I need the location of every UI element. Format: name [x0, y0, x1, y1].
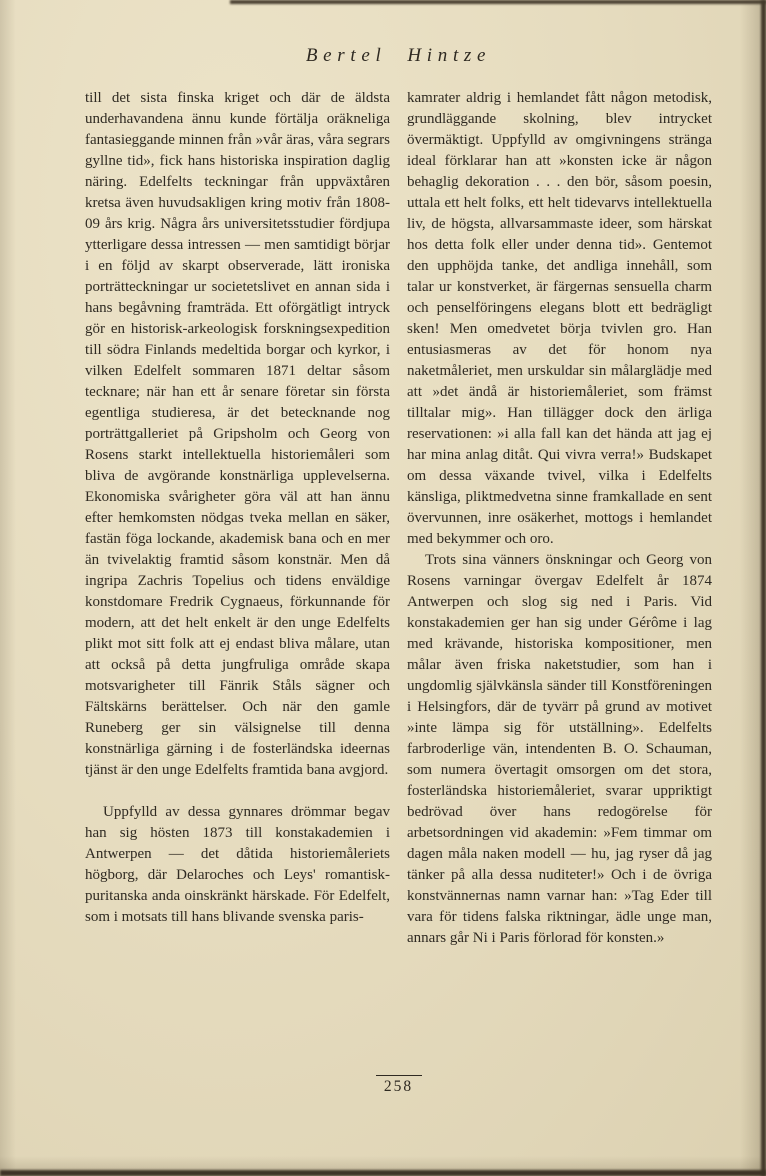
- scan-edge-right: [761, 0, 766, 1176]
- page-number-rule: [376, 1075, 422, 1076]
- paragraph: Trots sina vänners önskningar och Georg von Rosens varningar övergav Edelfelt år 1874 Antwerpen och slog sig ned i Paris. Vid konstakademien ger han sig under Gérôme i lag med krävande, historiska kompositioner, men målar även friska naketstudier, som han i ungdomlig självkänsla sänder till Konstföreningen i Helsingfors, där de tyvärr på grund av motivet »inte lämpa sig för utställning». Edelfelts farbroderlige vän, intendenten B. O. Schauman, som numera övertagit omsorgen om det stora, fosterländska historiemåleriet, svarar uppriktigt bedrövad över hans redogörelse för arbetsordningen vid akademin: »Fem timmar om dagen måla naken modell — hu, jag ryser då jag tänker på alla dessa nuditeter!» Och i de övriga konstvännernas namn varnar han: »Tag Eder till vara för tidens falska riktningar, ädle unge man, annars går Ni i Paris förlorad för konsten.»: [407, 552, 712, 946]
- page-content: [85, 0, 712, 1096]
- page-number: 258: [383, 1078, 414, 1095]
- paragraph: till det sista finska kriget och där de äldsta underhavandena ännu kunde förtälja oräkneliga fantasieggande minnen från »vår äras, våra segrars gyllne tid», fick hans historiska inspiration daglig näring. Edelfelts teckningar från uppväxtåren kretsa även huvudsakligen kring motiv från 1808-09 års krig. Några års universitetsstudier fördjupa ytterligare dessa intressen — men samtidigt börjar i en följd av skarpt observerade, lätt ironiska porträtteckningar ur societetslivet en annan sida i hans begåvning framträda. Ett oförgätligt intryck gör en historisk-arkeologisk forskningsexpedition till södra Finlands medeltida borgar och kyrkor, i vilken Edelfelt sommaren 1871 deltar såsom tecknare; när han ett år senare företar sin första egentliga studieresa, är det betecknande nog porträttgalleriet på Gripsholm och Georg von Rosens starkt intellektuella historiemåleri som bliva de avgörande konstnärliga upplevelserna. Ekonomiska svårigheter göra väl att han ännu efter hemkomsten nödgas tveka mellan en säker, fastän föga lockande, akademisk bana och en mer än tvivelaktig framtid såsom konstnär. Men då ingripa Zachris Topelius och tidens enväldige konstdomare Fredrik Cygnaeus, förkunnande för modern, att det helt enkelt är den unge Edelfelts plikt mot sitt folk att ej endast bliva målare, utan att också på detta jungfruliga område skapa motsvarigheter till Fänrik Ståls sägner och Fältskärns berättelser. Och när den gamle Runeberg ger sin välsignelse till denna konstnärliga gärning i de fosterländska ideernas tjänst är den unge Edelfelts framtida bana avgjord.: [85, 90, 390, 778]
- left-column: [85, 88, 390, 1066]
- page-number-block: [85, 1075, 712, 1096]
- right-column: [407, 88, 712, 1066]
- scan-shadow-right: [740, 0, 766, 1176]
- scan-edge-bottom: [0, 1170, 766, 1176]
- scan-shadow-bottom: [0, 1156, 766, 1176]
- scan-shadow-left: [0, 0, 16, 1176]
- text-columns: [85, 88, 712, 1066]
- paragraph: kamrater aldrig i hemlandet fått någon metodisk, grundläggande skolning, blev intrycket övermäktigt. Uppfylld av omgivningens stränga ideal förklarar han att »konsten icke är någon behaglig dekoration . . . den bör, såsom poesin, uttala ett helt folks, ett helt tidevarvs intellektuella liv, de högsta, allvarsammaste ideer, som härskat hos detta folk eller under denna tid». Gentemot den upphöjda tanke, det andliga innehåll, som talar ur konstverket, är färgernas sensuella charm och penselföringens elegans blott ett bedrägligt sken! Men omedvetet börja tvivlen gro. Han entusiasmeras av det för honom nya naketmåleriet, men urskuldar sin målarglädje med att »det ändå är historiemåleriet, som främst tilltalar mig». Han tillägger dock den ärliga reservationen: »i alla fall kan det hända att jag ej har mina anlag ditåt. Qui vivra verra!» Budskapet om dessa växande tvivel, vilka i Edelfelts känsliga, pliktmedvetna sinne framkallade en sent övervunnen, inre osäkerhet, mottogs i hemlandet med bekymmer och oro.: [407, 90, 712, 547]
- running-header: Bertel Hintze: [305, 45, 492, 66]
- paragraph: Uppfylld av dessa gynnares drömmar begav han sig hösten 1873 till konstakademien i Antwerpen — det dåtida historiemåleriets högborg, där Delaroches och Leys' romantisk-puritanska anda oinskränkt härskade. För Edelfelt, som i motsats till hans blivande svenska paris-: [85, 804, 390, 925]
